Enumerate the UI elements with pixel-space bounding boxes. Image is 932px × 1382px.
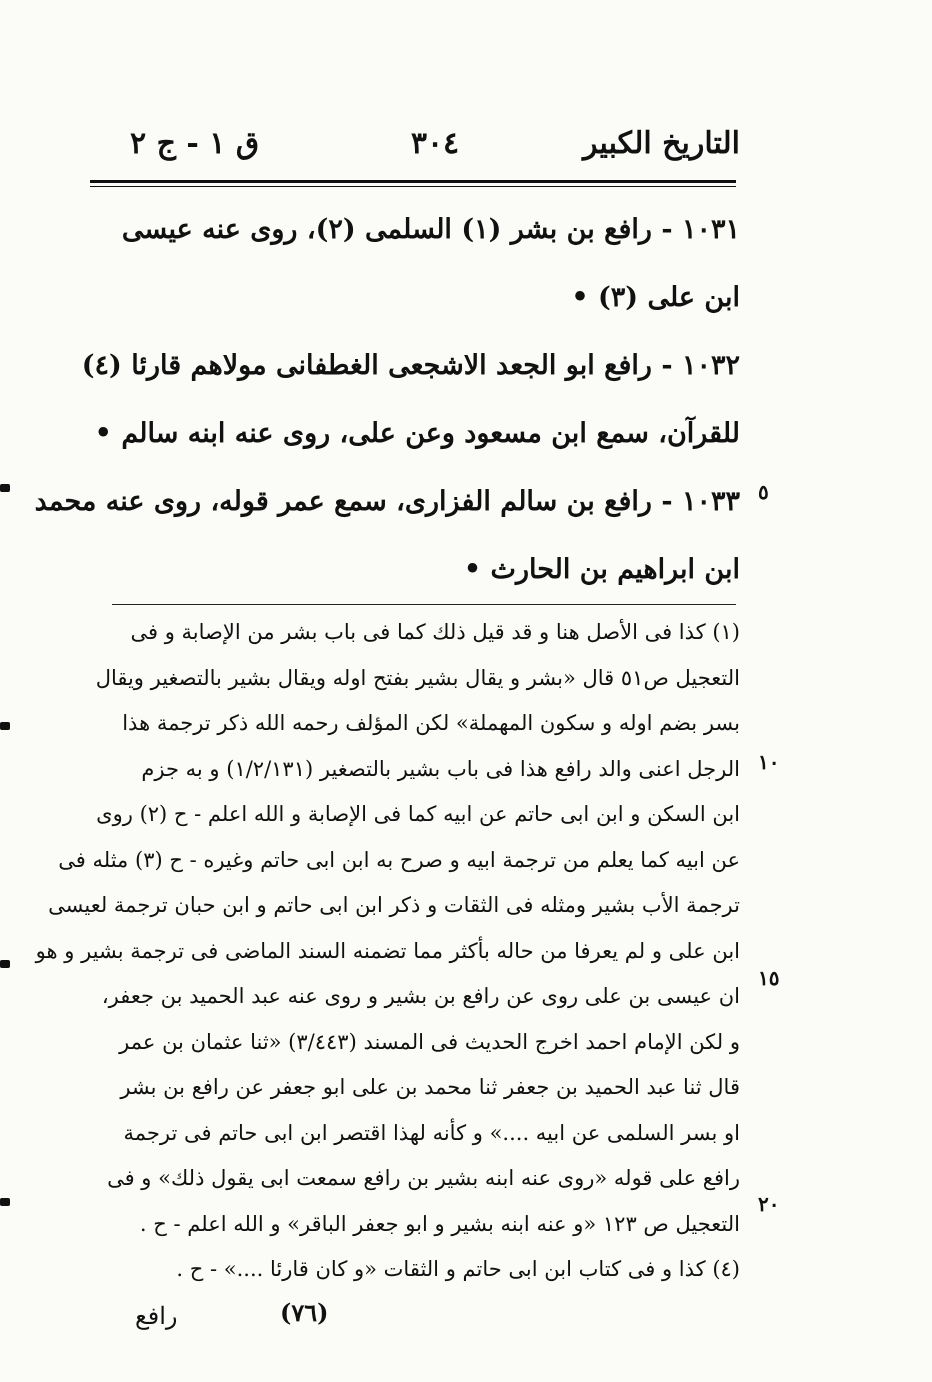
footnote-line: و لكن الإمام احمد اخرج الحديث فى المسند (٣/٤٤٣) «ثنا عثمان بن عمر xyxy=(119,1029,740,1054)
footnote-line: ترجمة الأب بشير ومثله فى الثقات و ذكر ابن ابى حاتم و ابن حبان ترجمة لعيسى xyxy=(48,893,740,917)
scan-margin-mark xyxy=(0,484,10,492)
page-header xyxy=(130,118,740,170)
footnote-line: بسر بضم اوله و سكون المهملة» لكن المؤلف رحمه الله ذكر ترجمة هذا xyxy=(122,711,740,735)
entry-line: ١٠٣١ - رافع بن بشر (١) السلمى (٢)، روى عنه عيسى xyxy=(121,214,740,245)
footnote-separator xyxy=(112,604,736,605)
footnote-line: او بسر السلمى عن ابيه ....» و كأنه لهذا اقتصر ابن ابى حاتم فى ترجمة xyxy=(123,1120,740,1145)
entry-line: للقرآن، سمع ابن مسعود وعن على، روى عنه ابنه سالم • xyxy=(94,418,740,449)
footnote-line: التعجيل ص ١٢٣ «و عنه ابنه بشير و ابو جعفر الباقر» و الله اعلم - ح . xyxy=(139,1211,740,1236)
header-rule-thin xyxy=(90,186,736,187)
header-rule-thick xyxy=(90,180,736,183)
signature-mark: (٧٦) xyxy=(280,1298,329,1327)
line-number: ١٠ xyxy=(758,750,780,774)
footnote-line: ابن على و لم يعرفا من حاله بأكثر مما تضمنه السند الماضى فى ترجمة بشير و هو xyxy=(35,938,740,963)
entry-line: ١٠٣٢ - رافع ابو الجعد الاشجعى الغطفانى مولاهم قارئا (٤) xyxy=(81,350,740,381)
entry-line: ابن ابراهيم بن الحارث • xyxy=(463,554,740,585)
footnotes xyxy=(35,610,740,1293)
footnote-line: عن ابيه كما يعلم من ترجمة ابيه و صرح به ابن ابى حاتم وغيره - ح (٣) مثله فى xyxy=(58,847,740,872)
footnote-line: الرجل اعنى والد رافع هذا فى باب بشير بالتصغير (١/٢/١٣١) و به جزم xyxy=(141,756,740,781)
footnote-line: التعجيل ص٥١ قال «بشر و يقال بشير بفتح اوله ويقال بشير بالتصغير ويقال xyxy=(95,665,740,690)
footnote-line: (١) كذا فى الأصل هنا و قد قيل ذلك كما فى باب بشر من الإصابة و فى xyxy=(130,620,740,644)
entry-line: ابن على (٣) • xyxy=(571,282,740,313)
footnote-line: (٤) كذا و فى كتاب ابن ابى حاتم و الثقات «و كان قارئا ....» - ح . xyxy=(176,1257,740,1281)
line-number: ٢٠ xyxy=(758,1192,780,1216)
scan-margin-mark xyxy=(0,1198,10,1206)
entry-line: ١٠٣٣ - رافع بن سالم الفزارى، سمع عمر قوله، روى عنه محمد xyxy=(34,486,740,517)
book-title: التاريخ الكبير xyxy=(582,126,740,161)
volume-label: ق ١ - ج ٢ xyxy=(130,126,260,161)
page-number: ٣٠٤ xyxy=(410,126,460,161)
footnote-line: قال ثنا عبد الحميد بن جعفر ثنا محمد بن على ابو جعفر عن رافع بن بشر xyxy=(120,1075,740,1099)
scan-margin-mark xyxy=(0,960,10,968)
main-text xyxy=(34,196,740,604)
footnote-line: ابن السكن و ابن ابى حاتم عن ابيه كما فى الإصابة و الله اعلم - ح (٢) روى xyxy=(96,802,740,826)
catchword: رافع xyxy=(135,1302,178,1330)
footnote-line: ان عيسى بن على روى عن رافع بن بشير و روى عنه عبد الحميد بن جعفر، xyxy=(101,984,740,1008)
scan-margin-mark xyxy=(0,722,10,730)
line-number: ٥ xyxy=(758,480,769,504)
footnote-line: رافع على قوله «روى عنه ابنه بشير بن رافع سمعت ابى يقول ذلك» و فى xyxy=(107,1166,740,1190)
line-number: ١٥ xyxy=(758,966,780,990)
